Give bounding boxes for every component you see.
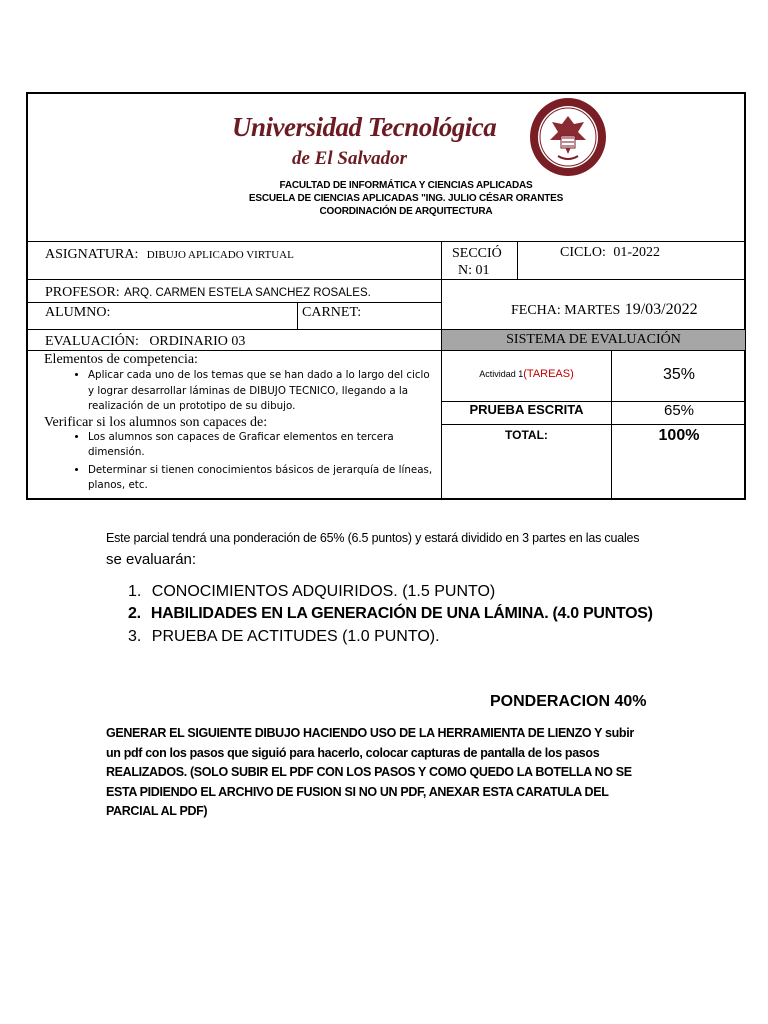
instruction-line: GENERAR EL SIGUIENTE DIBUJO HACIENDO USO DE LA HERRAMIENTA DE LIENZO Y subir [106,726,634,740]
profesor-label: PROFESOR: [45,285,120,300]
actividad-name: Actividad 1 [479,369,524,379]
ponderacion-heading: PONDERACION 40% [490,693,647,710]
evaluacion-value: ORDINARIO 03 [149,334,246,349]
ciclo-field [560,245,660,261]
part-item-1 [128,583,495,601]
asignatura-label: ASIGNATURA: [45,247,139,262]
divider [517,241,518,279]
asignatura-field [45,245,294,263]
part-number: 3. [128,628,142,645]
instruction-line: PARCIAL AL PDF) [106,804,208,818]
verify-title: Verificar si los alumnos son capaces de: [44,414,268,430]
seccion-value: 01 [475,263,490,278]
instructions-block [106,724,634,822]
verify-list [44,430,438,494]
list-item: • Determinar si tienen conocimientos básicos de jerarquía de líneas, planos, etc. [88,463,438,494]
faculty-line: FACULTAD DE INFORMÁTICA Y CIENCIAS APLICADAS [279,180,533,191]
part-number: 2. [128,605,141,622]
competencias-title: Elementos de competencia: [44,352,198,367]
seccion-label-2: N: [458,263,472,278]
part-text: HABILIDADES EN LA GENERACIÓN DE UNA LÁMINA. (4.0 PUNTOS) [150,605,653,622]
part-item-2 [128,605,653,623]
list-item: • Aplicar cada uno de los temas que se han dado a lo largo del ciclo y lograr desarrollar láminas de DIBUJO TECNICO, llegando a la realización de un prototipo de su dibujo. [88,368,438,415]
sistema-evaluacion-header: SISTEMA DE EVALUACIÓN [442,330,745,350]
university-seal [528,96,608,178]
competencias-block [44,352,438,496]
seccion-field [452,245,502,279]
ciclo-value: 01-2022 [613,245,661,260]
university-name: Universidad Tecnológica [232,112,497,142]
divider [26,302,441,303]
evaluacion-field [45,332,245,350]
seccion-label: SECCIÓ [452,246,502,261]
divider [26,350,746,351]
total-value: 100% [658,427,700,444]
divider [26,279,746,280]
instruction-line: REALIZADOS. (SOLO SUBIR EL PDF CON LOS PASOS Y COMO QUEDO LA BOTELLA NO SE [106,765,632,779]
profesor-value: ARQ. CARMEN ESTELA SANCHEZ ROSALES. [124,287,371,299]
part-item-3 [128,628,440,646]
divider [26,241,746,242]
coordination-line: COORDINACIÓN DE ARQUITECTURA [319,206,493,217]
competencias-list [44,368,438,415]
intro-line-1: Este parcial tendrá una ponderación de 65% (6.5 puntos) y estará dividido en 3 partes en las cuales [106,531,640,545]
evaluacion-label: EVALUACIÓN: [45,334,139,349]
divider [441,424,746,425]
profesor-field [45,283,371,301]
instruction-line: un pdf con los pasos que siguió para hacerlo, colocar capturas de pantalla de los pasos [106,745,600,760]
part-text: CONOCIMIENTOS ADQUIRIDOS. (1.5 PUNTO) [151,583,496,600]
carnet-label: CARNET: [302,305,362,320]
part-number: 1. [128,583,142,600]
alumno-label: ALUMNO: [45,305,111,320]
instruction-line: ESTA PIDIENDO EL ARCHIVO DE FUSION SI NO UN PDF, ANEXAR ESTA CARATULA DEL [106,784,609,799]
divider [297,302,298,329]
prueba-escrita-value: 65% [663,402,695,419]
list-item: • Los alumnos son capaces de Graficar elementos en tercera dimensión. [88,430,438,461]
part-text: PRUEBA DE ACTITUDES (1.0 PUNTO). [151,628,440,645]
asignatura-value: DIBUJO APLICADO VIRTUAL [146,249,294,261]
university-subname: de El Salvador [292,148,408,169]
prueba-escrita-label: PRUEBA ESCRITA [469,402,584,417]
intro-line-2: se evaluarán: [106,551,197,568]
fecha-value: 19/03/2022 [624,301,698,318]
fecha-field [511,301,698,319]
ciclo-label: CICLO: [560,245,606,260]
total-label: TOTAL: [505,428,548,442]
actividad-value: 35% [662,366,696,383]
school-line: ESCUELA DE CIENCIAS APLICADAS "ING. JULIO CÉSAR ORANTES [248,193,564,204]
actividad-label [442,368,611,380]
actividad-type: (TAREAS) [523,368,574,380]
fecha-label: FECHA: MARTES [511,303,621,318]
